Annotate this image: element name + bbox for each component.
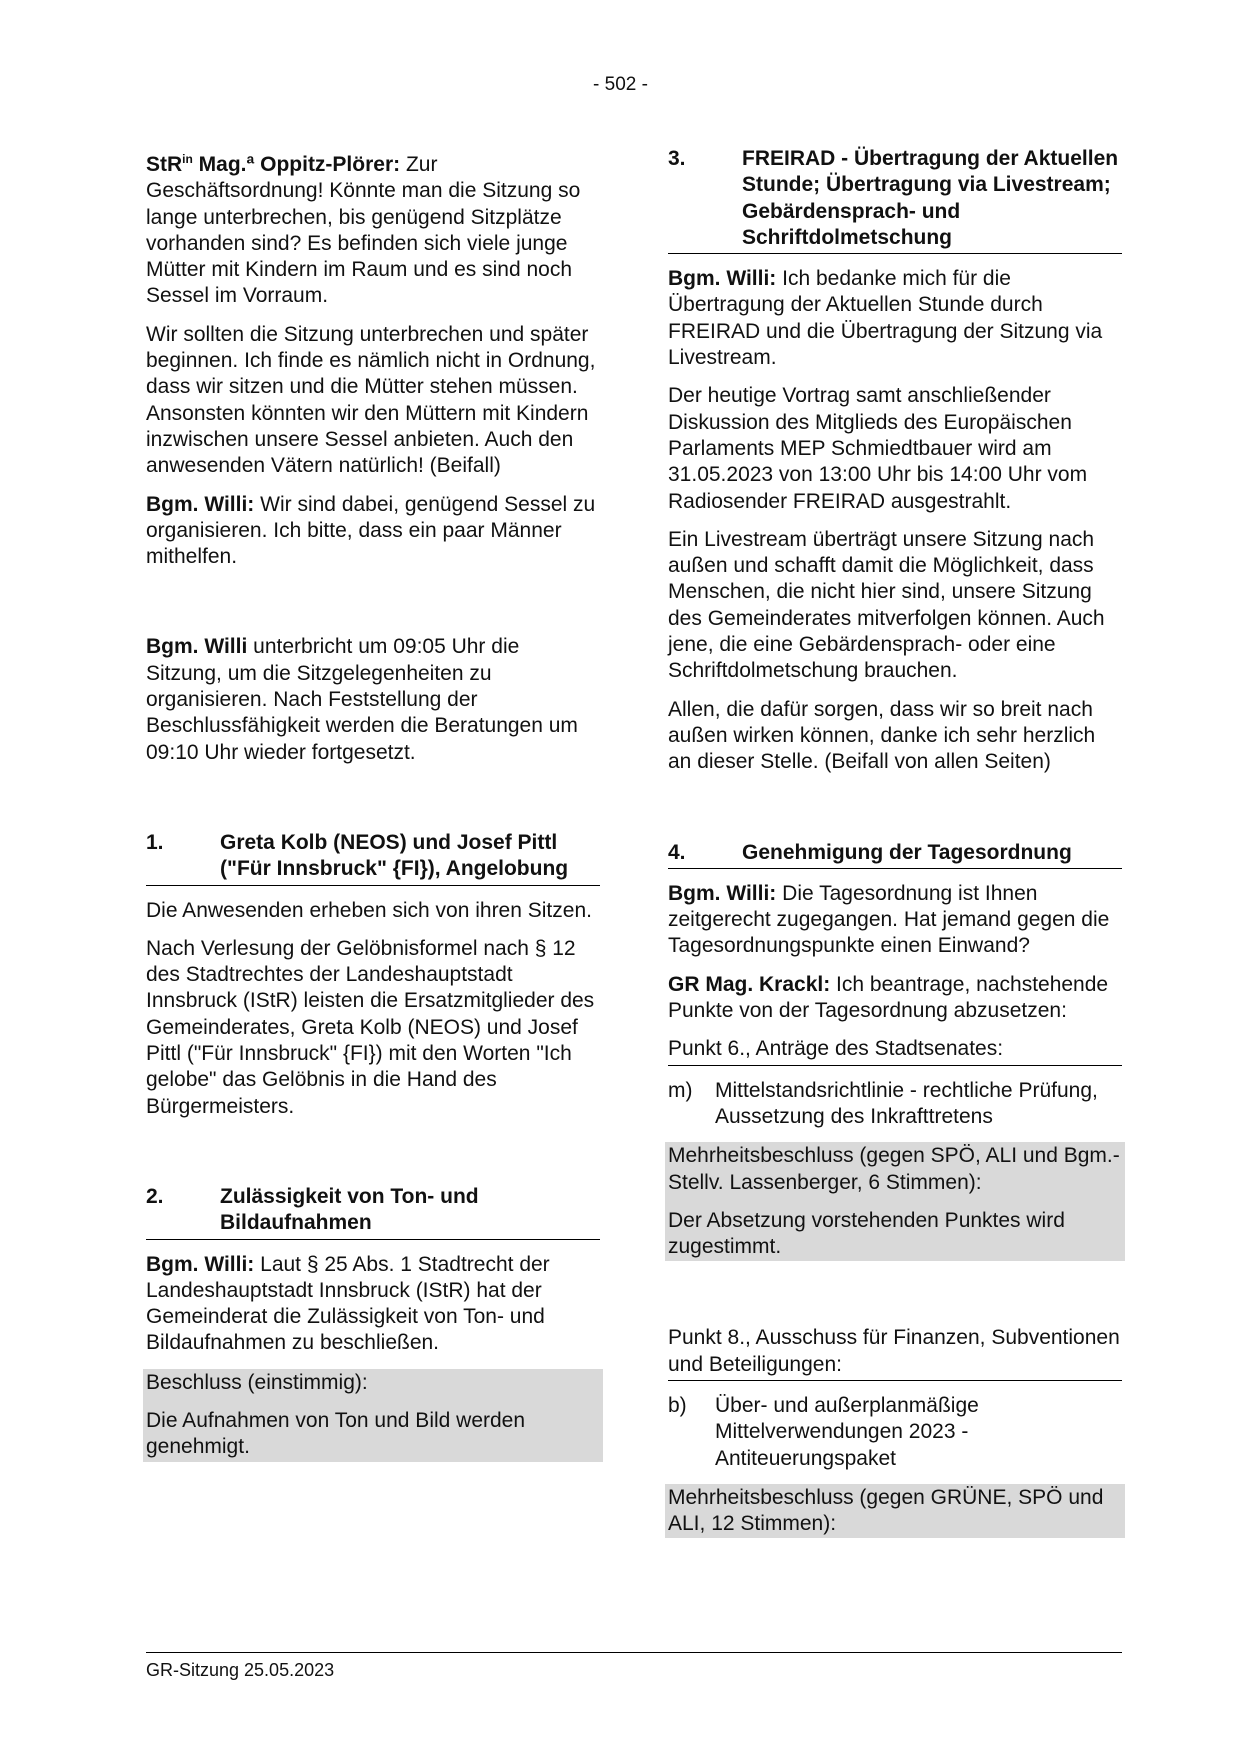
paragraph: Bgm. Willi: Die Tagesordnung ist Ihnen zeitgerecht zugegangen. Hat jemand gegen die Tagesordnungspunkte einen Einwand? <box>668 881 1110 958</box>
speaker-name: Bgm. Willi: <box>146 1252 255 1276</box>
speaker-name: Bgm. Willi <box>146 635 248 659</box>
resolution-box <box>665 1484 1125 1539</box>
paragraph: Wir sollten die Sitzung unterbrechen und später beginnen. Ich finde es nämlich nicht in Ordnung, dass wir sitzen und die Mütter stehen müssen. Ansonsten könnten wir den Müttern mit Kindern inzwischen unsere Sessel anbieten. Auch den anwesenden Vätern natürlich! (Beifall) <box>146 322 596 478</box>
page-number: - 502 - <box>593 74 648 95</box>
resolution-label: Mehrheitsbeschluss (gegen SPÖ, ALI und Bgm.-Stellv. Lassenberger, 6 Stimmen): <box>668 1144 1120 1194</box>
agenda-point-label: Punkt 8., Ausschuss für Finanzen, Subventionen und Beteiligungen: <box>668 1325 1122 1381</box>
paragraph: Nach Verlesung der Gelöbnisformel nach § 12 des Stadtrechtes der Landeshauptstadt Innsbruck (IStR) leisten die Ersatzmitglieder des Gemeinderates, Greta Kolb (NEOS) und Josef Pittl ("Für Innsbruck" {FI}) mit den Worten "Ich gelobe" das Gelöbnis in die Hand des Bürgermeisters. <box>146 936 595 1118</box>
paragraph: Die Anwesenden erheben sich von ihren Sitzen. <box>146 898 592 922</box>
paragraph: Der heutige Vortrag samt anschließender Diskussion des Mitglieds des Europäischen Parlaments MEP Schmiedtbauer wird am 31.05.2023 von 13:00 Uhr bis 14:00 Uhr vom Radiosender FREIRAD ausgestrahlt. <box>668 384 1088 513</box>
resolution-box <box>143 1369 603 1462</box>
paragraph: Bgm. Willi: Laut § 25 Abs. 1 Stadtrecht der Landeshauptstadt Innsbruck (IStR) hat der Gemeinderat die Zulässigkeit von Ton- und Bildaufnahmen zu beschließen. <box>146 1252 550 1355</box>
paragraph: Allen, die dafür sorgen, dass wir so breit nach außen wirken können, danke ich sehr herzlich an dieser Stelle. (Beifall von allen Seiten) <box>668 697 1096 774</box>
section-heading: 1. Greta Kolb (NEOS) und Josef Pittl ("Für Innsbruck" {FI}), Angelobung <box>146 830 600 886</box>
resolution-box <box>665 1142 1125 1261</box>
paragraph: GR Mag. Krackl: Ich beantrage, nachstehende Punkte von der Tagesordnung abzusetzen: <box>668 972 1109 1023</box>
speaker-name: Bgm. Willi: <box>668 881 777 905</box>
agenda-sub-item: b) Über- und außerplanmäßige Mittelverwendungen 2023 - Antiteuerungspaket <box>668 1393 979 1470</box>
speaker-name: Bgm. Willi: <box>146 492 255 516</box>
footer: GR-Sitzung 25.05.2023 <box>146 1660 335 1680</box>
speaker-name: Bgm. Willi: <box>668 267 777 291</box>
section-heading: 3. FREIRAD - Übertragung der Aktuellen Stunde; Übertragung via Livestream; Gebärdensprach- und Schriftdolmetschung <box>668 146 1122 254</box>
paragraph: StR$^{in}$ Mag.ª Oppitz-Plörer: Zur Geschäftsordnung! Könnte man die Sitzung so lange unterbrechen, bis genügend Sitzplätze vorhanden sind? Es befinden sich viele junge Mütter mit Kindern im Raum und es sind noch Sessel im Vorraum. <box>146 152 581 308</box>
paragraph: Ein Livestream überträgt unsere Sitzung nach außen und schafft damit die Möglichkeit, dass Menschen, die nicht hier sind, unsere Sitzung des Gemeinderates mitverfolgen können. Auch jene, die eine Gebärdensprach- oder eine Schriftdolmetschung brauchen. <box>668 527 1105 683</box>
agenda-sub-item: m) Mittelstandsrichtlinie - rechtliche Prüfung, Aussetzung des Inkrafttretens <box>668 1078 1098 1128</box>
paragraph: Bgm. Willi: Wir sind dabei, genügend Sessel zu organisieren. Ich bitte, dass ein paar Männer mithelfen. <box>146 492 596 569</box>
resolution-text: Die Aufnahmen von Ton und Bild werden genehmigt. <box>146 1408 526 1459</box>
left-column <box>146 146 600 1462</box>
speaker-name: GR Mag. Krackl: <box>668 972 831 996</box>
paragraph: Bgm. Willi unterbricht um 09:05 Uhr die Sitzung, um die Sitzgelegenheiten zu organisieren. Nach Feststellung der Beschlussfähigkeit werden die Beratungen um 09:10 Uhr wieder fortgesetzt. <box>146 635 578 764</box>
footer-rule <box>146 1652 1122 1653</box>
right-column <box>668 146 1122 1550</box>
resolution-label: Mehrheitsbeschluss (gegen GRÜNE, SPÖ und ALI, 12 Stimmen): <box>668 1485 1104 1536</box>
agenda-point-label: Punkt 6., Anträge des Stadtsenates: <box>668 1036 1122 1065</box>
resolution-text: Der Absetzung vorstehenden Punktes wird zugestimmt. <box>668 1208 1065 1259</box>
section-heading: 2. Zulässigkeit von Ton- und Bildaufnahmen <box>146 1184 600 1240</box>
paragraph: Bgm. Willi: Ich bedanke mich für die Übertragung der Aktuellen Stunde durch FREIRAD und die Übertragung der Sitzung via Livestream. <box>668 267 1103 370</box>
speaker-name: StR$^{in}$ Mag.ª Oppitz-Plörer: <box>146 152 401 176</box>
section-heading: 4. Genehmigung der Tagesordnung <box>668 840 1122 869</box>
resolution-label: Beschluss (einstimmig): <box>146 1370 368 1394</box>
